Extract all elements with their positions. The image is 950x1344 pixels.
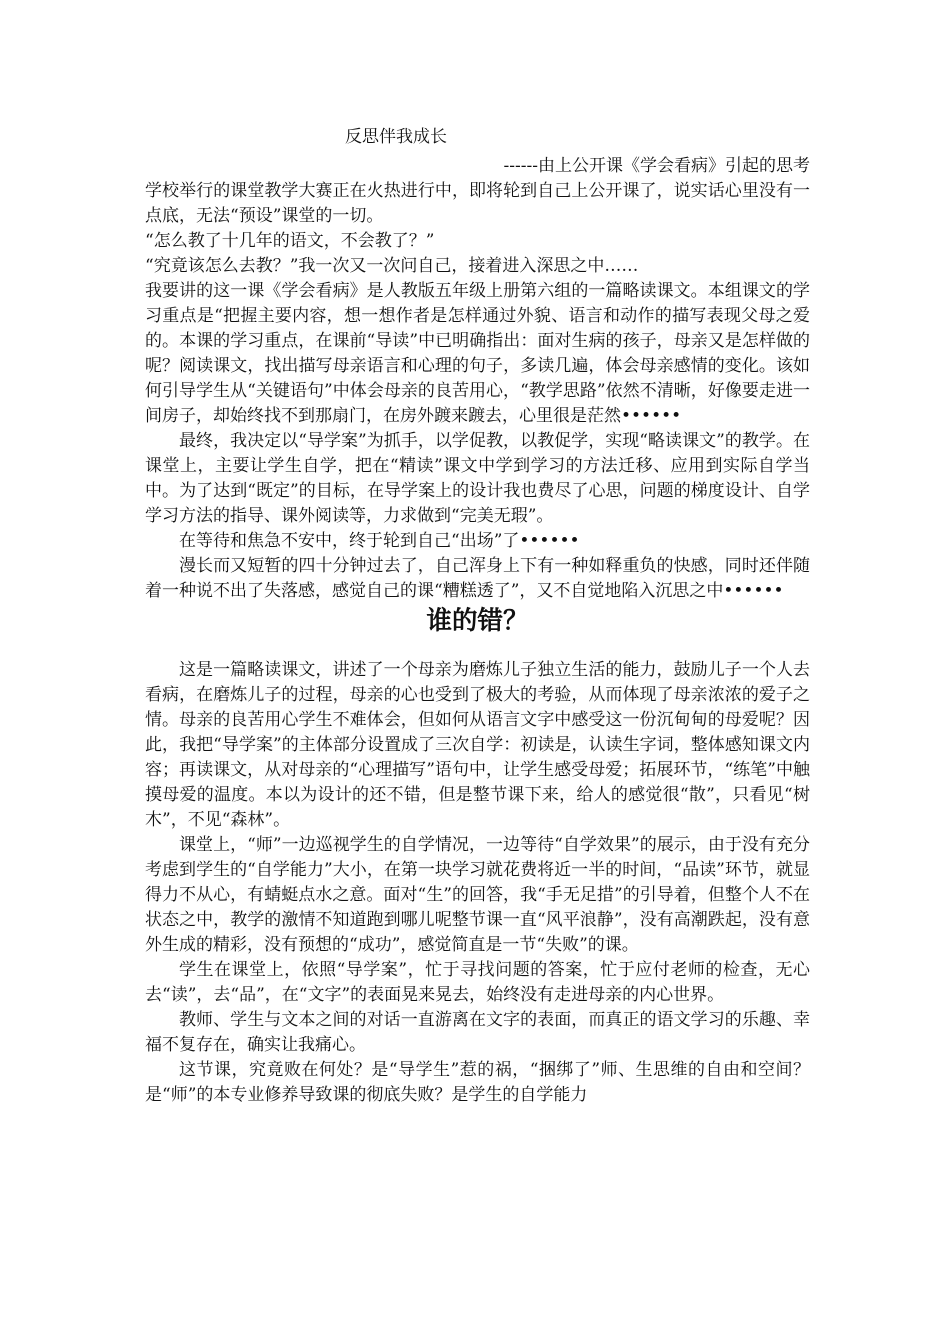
intro-paragraph-7: 漫长而又短暂的四十分钟过去了，自己浑身上下有一种如释重负的快感，同时还伴随着一种说不出了失落感，感觉自己的课“糟糕透了”，又不自觉地陷入沉思之中•••••• <box>145 556 810 601</box>
intro-paragraph-5: 最终，我决定以“导学案”为抓手，以学促教，以教促学，实现“略读课文”的教学。在课堂上，主要让学生自学，把在“精读”课文中学到学习的方法迁移、应用到实际自学当中。为了达到“既定”的目标，在导学案上的设计我也费尽了心思，问题的梯度设计、自学学习方法的指导、课外阅读等，力求做到“完美无瑕”。 <box>145 431 810 526</box>
intro-paragraph-6: 在等待和焦急不安中，终于轮到自己“出场”了•••••• <box>179 531 580 551</box>
section-paragraph-1: 这是一篇略读课文，讲述了一个母亲为磨炼儿子独立生活的能力，鼓励儿子一个人去看病，在磨炼儿子的过程，母亲的心也受到了极大的考验，从而体现了母亲浓浓的爱子之情。母亲的良苦用心学生不难体会，但如何从语言文字中感受这一份沉甸甸的母爱呢？因此，我把“导学案”的主体部分设置成了三次自学：初读是，认读生字词，整体感知课文内容；再读课文，从对母亲的“心理描写”语句中，让学生感受母爱；拓展环节，“练笔”中触摸母爱的温度。本以为设计的还不错，但是整节课下来，给人的感觉很“散”，只看见“树木”，不见“森林”。 <box>145 660 810 830</box>
section-paragraph-2: 课堂上，“师”一边巡视学生的自学情况，一边等待“自学效果”的展示，由于没有充分考虑到学生的“自学能力”大小，在第一块学习就花费将近一半的时间，“品读”环节，就显得力不从心，有蜻蜓点水之意。面对“生”的回答，我“手无足措”的引导着，但整个人不在状态之中，教学的激情不知道跑到哪儿呢整节课一直“风平浪静”，没有高潮跌起，没有意外生成的精彩，没有预想的“成功”，感觉简直是一节“失败”的课。 <box>145 835 810 955</box>
section-title: 谁的错？ <box>426 606 529 636</box>
section-paragraph-5: 这节课，究竟败在何处？是“导学生”惹的祸，“捆绑了”师、生思维的自由和空间？是“师”的本专业修养导致课的彻底失败？是学生的自学能力 <box>145 1060 810 1105</box>
section-paragraph-3: 学生在课堂上，依照“导学案”，忙于寻找问题的答案，忙于应付老师的检查，无心去“读”，去“品”，在“文字”的表面晃来晃去，始终没有走进母亲的内心世界。 <box>145 960 810 1005</box>
document-subtitle: ------由上公开课《学会看病》引起的思考 <box>503 156 810 176</box>
document-title: 反思伴我成长 <box>345 127 447 147</box>
section-paragraph-4: 教师、学生与文本之间的对话一直游离在文字的表面，而真正的语文学习的乐趣、幸福不复存在，确实让我痛心。 <box>145 1010 810 1055</box>
intro-paragraph-4: 我要讲的这一课《学会看病》是人教版五年级上册第六组的一篇略读课文。本组课文的学习重点是“把握主要内容，想一想作者是怎样通过外貌、语言和动作的描写表现父母之爱的。本课的学习重点，在课前“导读”中已明确指出：面对生病的孩子，母亲又是怎样做的呢？阅读课文，找出描写母亲语言和心理的句子，多读几遍，体会母亲感情的变化。该如何引导学生从“关键语句”中体会母亲的良苦用心，“教学思路”依然不清晰，好像要走进一间房子，却始终找不到那扇门，在房外踱来踱去，心里很是茫然•••••• <box>145 281 810 426</box>
intro-paragraph-1: 学校举行的课堂教学大赛正在火热进行中，即将轮到自己上公开课了，说实话心里没有一点底，无法“预设”课堂的一切。 <box>145 181 810 226</box>
document-body <box>145 120 810 1108</box>
intro-paragraph-3: “究竟该怎么去教？”我一次又一次问自己，接着进入深思之中…… <box>145 256 639 276</box>
section-spacer <box>145 638 810 658</box>
intro-paragraph-2: “怎么教了十几年的语文，不会教了？” <box>145 231 435 251</box>
